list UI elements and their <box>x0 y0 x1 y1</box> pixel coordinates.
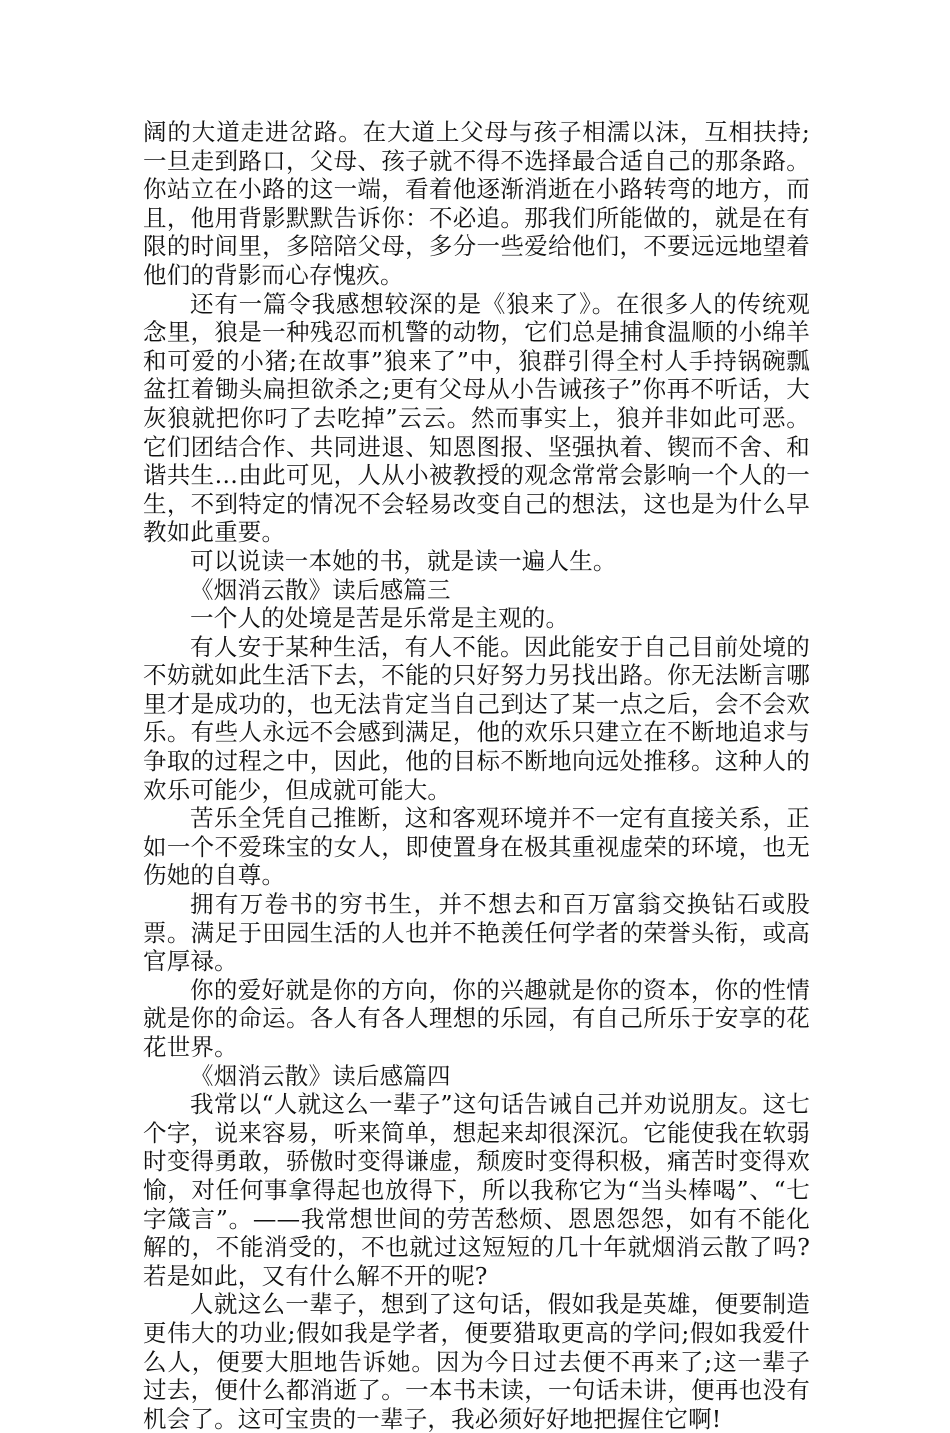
paragraph: 你的爱好就是你的方向，你的兴趣就是你的资本，你的性情就是你的命运。各人有各人理想的乐园，有自己所乐于安享的花花世界。 <box>143 975 810 1061</box>
paragraph: 阔的大道走进岔路。在大道上父母与孩子相濡以沫，互相扶持;一旦走到路口，父母、孩子就不得不选择最合适自己的那条路。你站立在小路的这一端，看着他逐渐消逝在小路转弯的地方，而且，他用背影默默告诉你：不必追。那我们所能做的，就是在有限的时间里，多陪陪父母，多分一些爱给他们，不要远远地望着他们的背影而心存愧疚。 <box>143 118 810 289</box>
paragraph: 可以说读一本她的书，就是读一遍人生。 <box>190 546 617 575</box>
paragraph: 有人安于某种生活，有人不能。因此能安于自己目前处境的不妨就如此生活下去，不能的只好努力另找出路。你无法断言哪里才是成功的，也无法肯定当自己到达了某一点之后，会不会欢乐。有些人永远不会感到满足，他的欢乐只建立在不断地追求与争取的过程之中，因此，他的目标不断地向远处推移。这种人的欢乐可能少，但成就可能大。 <box>143 632 810 804</box>
paragraph: 一个人的处境是苦是乐常是主观的。 <box>190 604 570 633</box>
paragraph: 还有一篇令我感想较深的是《狼来了》。在很多人的传统观念里，狼是一种残忍而机警的动物，它们总是捕食温顺的小绵羊和可爱的小猪;在故事”狼来了”中，狼群引得全村人手持锅碗瓢盆扛着锄头扁担欲杀之;更有父母从小告诫孩子”你再不听话，大灰狼就把你叼了去吃掉”云云。然而事实上，狼并非如此可恶。它们团结合作、共同进退、知恩图报、坚强执着、锲而不舍、和谐共生…由此可见，人从小被教授的观念常常会影响一个人的一生，不到特定的情况不会轻易改变自己的想法，这也是为什么早教如此重要。 <box>143 289 810 547</box>
document-body <box>143 118 810 1433</box>
section-heading: 《烟消云散》读后感篇三 <box>190 575 451 604</box>
paragraph: 人就这么一辈子，想到了这句话，假如我是英雄，便要制造更伟大的功业;假如我是学者，便要猎取更高的学问;假如我爱什么人，便要大胆地告诉她。因为今日过去便不再来了;这一辈子过去，便什么都消逝了。一本书未读，一句话未讲，便再也没有机会了。这可宝贵的一辈子，我必须好好地把握住它啊! <box>143 1290 810 1433</box>
paragraph: 我常以“人就这么一辈子”这句话告诫自己并劝说朋友。这七个字，说来容易，听来简单，想起来却很深沉。它能使我在软弱时变得勇敢，骄傲时变得谦虚，颓废时变得积极，痛苦时变得欢愉，对任何事拿得起也放得下，所以我称它为“当头棒喝”、“七字箴言”。——我常想世间的劳苦愁烦、恩恩怨怨，如有不能化解的，不能消受的，不也就过这短短的几十年就烟消云散了吗?若是如此，又有什么解不开的呢? <box>143 1090 810 1290</box>
section-heading: 《烟消云散》读后感篇四 <box>190 1061 451 1090</box>
paragraph: 拥有万卷书的穷书生，并不想去和百万富翁交换钻石或股票。满足于田园生活的人也并不艳羡任何学者的荣誉头衔，或高官厚禄。 <box>143 890 810 976</box>
paragraph: 苦乐全凭自己推断，这和客观环境并不一定有直接关系，正如一个不爱珠宝的女人，即使置身在极其重视虚荣的环境，也无伤她的自尊。 <box>143 804 810 890</box>
